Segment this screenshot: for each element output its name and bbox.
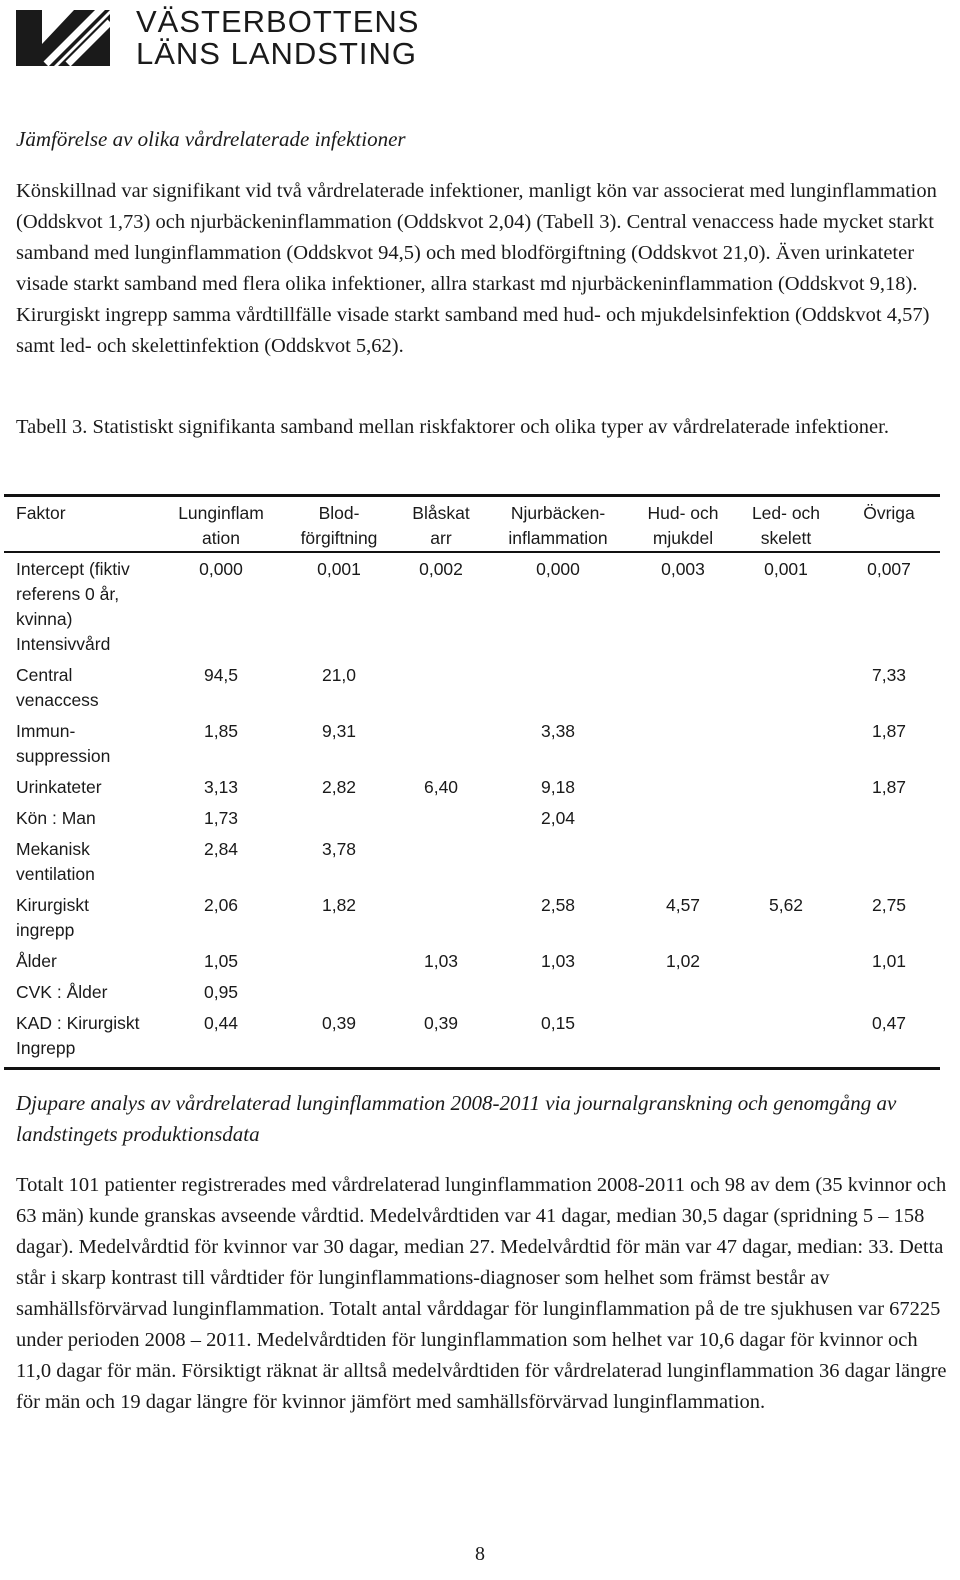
table-cell: [632, 1011, 734, 1069]
row-label: Urinkateter: [16, 777, 102, 797]
row-label: Central venaccess: [16, 665, 99, 710]
table-cell: [734, 980, 838, 1011]
logo-text-line1: VÄSTERBOTTENS: [136, 4, 420, 39]
row-label: Kirurgiskt ingrepp: [16, 895, 89, 940]
table-cell: [838, 980, 940, 1011]
table-cell: [398, 663, 484, 719]
table-cell: [398, 893, 484, 949]
table-body: [4, 552, 940, 1069]
table-cell: [484, 980, 632, 1011]
table-cell: [398, 837, 484, 893]
table-cell: 0,000: [199, 559, 243, 579]
table-row: [4, 806, 940, 837]
column-header: Faktor: [16, 503, 66, 523]
table-cell: 3,78: [321, 839, 357, 859]
column-header: Blåskat arr: [412, 503, 470, 548]
table-cell: 0,47: [871, 1013, 907, 1033]
table-cell: [632, 663, 734, 719]
table-row: [4, 1011, 940, 1069]
logo-text-line2: LÄNS LANDSTING: [136, 36, 418, 71]
table-cell: 3,38: [540, 721, 576, 741]
table-cell: [734, 949, 838, 980]
table-cell: [280, 806, 398, 837]
table-cell: 0,95: [203, 982, 239, 1002]
table-cell: 0,39: [321, 1013, 357, 1033]
table-cell: [280, 980, 398, 1011]
table-cell: 1,85: [203, 721, 239, 741]
table-cell: 1,05: [203, 951, 239, 971]
table-cell: 0,001: [764, 559, 808, 579]
table-cell: 2,84: [203, 839, 239, 859]
column-header: Övriga: [863, 503, 915, 523]
page-number: 8: [475, 1543, 485, 1565]
table-cell: 2,75: [871, 895, 907, 915]
table-cell: [632, 806, 734, 837]
table-cell: 0,44: [203, 1013, 239, 1033]
table-cell: 0,000: [536, 559, 580, 579]
table-cell: 3,13: [203, 777, 239, 797]
logo-mark-icon: [14, 6, 114, 66]
table-cell: 2,82: [321, 777, 357, 797]
row-label: Kön : Man: [16, 808, 96, 828]
table-cell: 2,06: [203, 895, 239, 915]
table-cell: 0,002: [419, 559, 463, 579]
table-cell: [734, 837, 838, 893]
table-row: [4, 663, 940, 719]
table-cell: 7,33: [871, 665, 907, 685]
body-paragraph-2: Totalt 101 patienter registrerades med vårdrelaterad lunginflammation 2008-2011 och 98 av dem (35 kvinnor och 63 män) kunde granskas avseende vårdtid. Medelvårdtiden var 41 dagar, median 30,5 dagar (spridning 5 – 158 dagar). Medelvårdtid för kvinnor var 30 dagar, median 27. Medelvårdtid för män var 47 dagar, median: 33. Detta står i skarp kontrast till vårdtider för lunginflammations-diagnoser som helhet som främst består av samhällsförvärvad lunginflammation. Totalt antal vårddagar för lunginflammation på de tre sjukhusen var 67225 under perioden 2008 – 2011. Medelvårdtiden för lunginflammation som helhet var 10,6 dagar för kvinnor och 11,0 dagar för män. Försiktigt räknat är alltså medelvårdtiden för vårdrelaterad lunginflammation 36 dagar längre för män och 19 dagar längre för kvinnor jämfört med samhällsförvärvad lunginflammation.: [16, 1174, 947, 1413]
column-header: Led- och skelett: [751, 503, 821, 548]
table-cell: [734, 719, 838, 775]
table-cell: 0,001: [317, 559, 361, 579]
table-cell: [734, 1011, 838, 1069]
table-cell: 6,40: [423, 777, 459, 797]
table-row: [4, 552, 940, 663]
row-label: KAD : Kirurgiskt Ingrepp: [16, 1013, 140, 1058]
table-cell: 1,87: [871, 777, 907, 797]
table-cell: [484, 663, 632, 719]
organization-logo: [14, 4, 434, 71]
table-row: [4, 949, 940, 980]
column-header: Lunginflam ation: [178, 503, 264, 548]
table-cell: 2,58: [540, 895, 576, 915]
table-cell: [734, 663, 838, 719]
table-cell: 1,01: [871, 951, 907, 971]
table-caption: Tabell 3. Statistiskt signifikanta samband mellan riskfaktorer och olika typer av vårdrelaterade infektioner.: [16, 416, 889, 438]
table-cell: 4,57: [665, 895, 701, 915]
table-cell: [838, 806, 940, 837]
table-cell: 1,02: [665, 951, 701, 971]
table-cell: [398, 980, 484, 1011]
table-row: [4, 719, 940, 775]
column-header: Hud- och mjukdel: [647, 503, 719, 548]
table-cell: 1,87: [871, 721, 907, 741]
table-cell: 0,007: [867, 559, 911, 579]
risk-factor-table: [4, 494, 940, 1070]
table-cell: [838, 837, 940, 893]
row-label: Immun-suppression: [16, 721, 111, 766]
row-label: Mekanisk ventilation: [16, 839, 95, 884]
table-cell: 9,31: [321, 721, 357, 741]
column-header: Blod- förgiftning: [300, 503, 378, 548]
table-header-row: [4, 496, 940, 553]
section-heading: Jämförelse av olika vårdrelaterade infektioner: [16, 127, 406, 151]
table-row: [4, 837, 940, 893]
table-cell: 0,003: [661, 559, 705, 579]
column-header: Njurbäcken- inflammation: [508, 503, 608, 548]
table-cell: [484, 837, 632, 893]
row-label: Intercept (fiktiv referens 0 år, kvinna) Intensivvård: [16, 559, 130, 654]
table-row: [4, 893, 940, 949]
table-cell: 5,62: [768, 895, 804, 915]
table-cell: 1,03: [423, 951, 459, 971]
table-cell: 0,15: [540, 1013, 576, 1033]
section-heading-2: Djupare analys av vårdrelaterad lunginflammation 2008-2011 via journalgranskning och genomgång av landstingets produktionsdata: [16, 1091, 897, 1146]
table-cell: 0,39: [423, 1013, 459, 1033]
table-row: [4, 980, 940, 1011]
table-cell: 94,5: [203, 665, 239, 685]
table-cell: 1,82: [321, 895, 357, 915]
table-cell: 1,03: [540, 951, 576, 971]
table-cell: [734, 775, 838, 806]
table-row: [4, 775, 940, 806]
table-cell: 2,04: [540, 808, 576, 828]
table-cell: [398, 719, 484, 775]
table-cell: 1,73: [203, 808, 239, 828]
table-cell: [632, 837, 734, 893]
row-label: Ålder: [16, 951, 57, 971]
table-cell: [632, 775, 734, 806]
row-label: CVK : Ålder: [16, 982, 108, 1002]
table-cell: [398, 806, 484, 837]
table-cell: [734, 806, 838, 837]
table-cell: [632, 719, 734, 775]
table-cell: 9,18: [540, 777, 576, 797]
table-cell: [280, 949, 398, 980]
table-cell: 21,0: [321, 665, 357, 685]
body-paragraph: Könskillnad var signifikant vid två vårdrelaterade infektioner, manligt kön var associerat med lunginflammation (Oddskvot 1,73) och njurbäckeninflammation (Oddskvot 2,04) (Tabell 3). Central venaccess hade mycket starkt samband med lunginflammation (Oddskvot 94,5) och med blodförgiftning (Oddskvot 21,0). Även urinkateter visade starkt samband med flera olika infektioner, allra starkast md njurbäckeninflammation (Oddskvot 9,18). Kirurgiskt ingrepp samma vårdtillfälle visade starkt samband med hud- och mjukdelsinfektion (Oddskvot 4,57) samt led- och skelettinfektion (Oddskvot 5,62).: [16, 180, 937, 357]
table-cell: [632, 980, 734, 1011]
